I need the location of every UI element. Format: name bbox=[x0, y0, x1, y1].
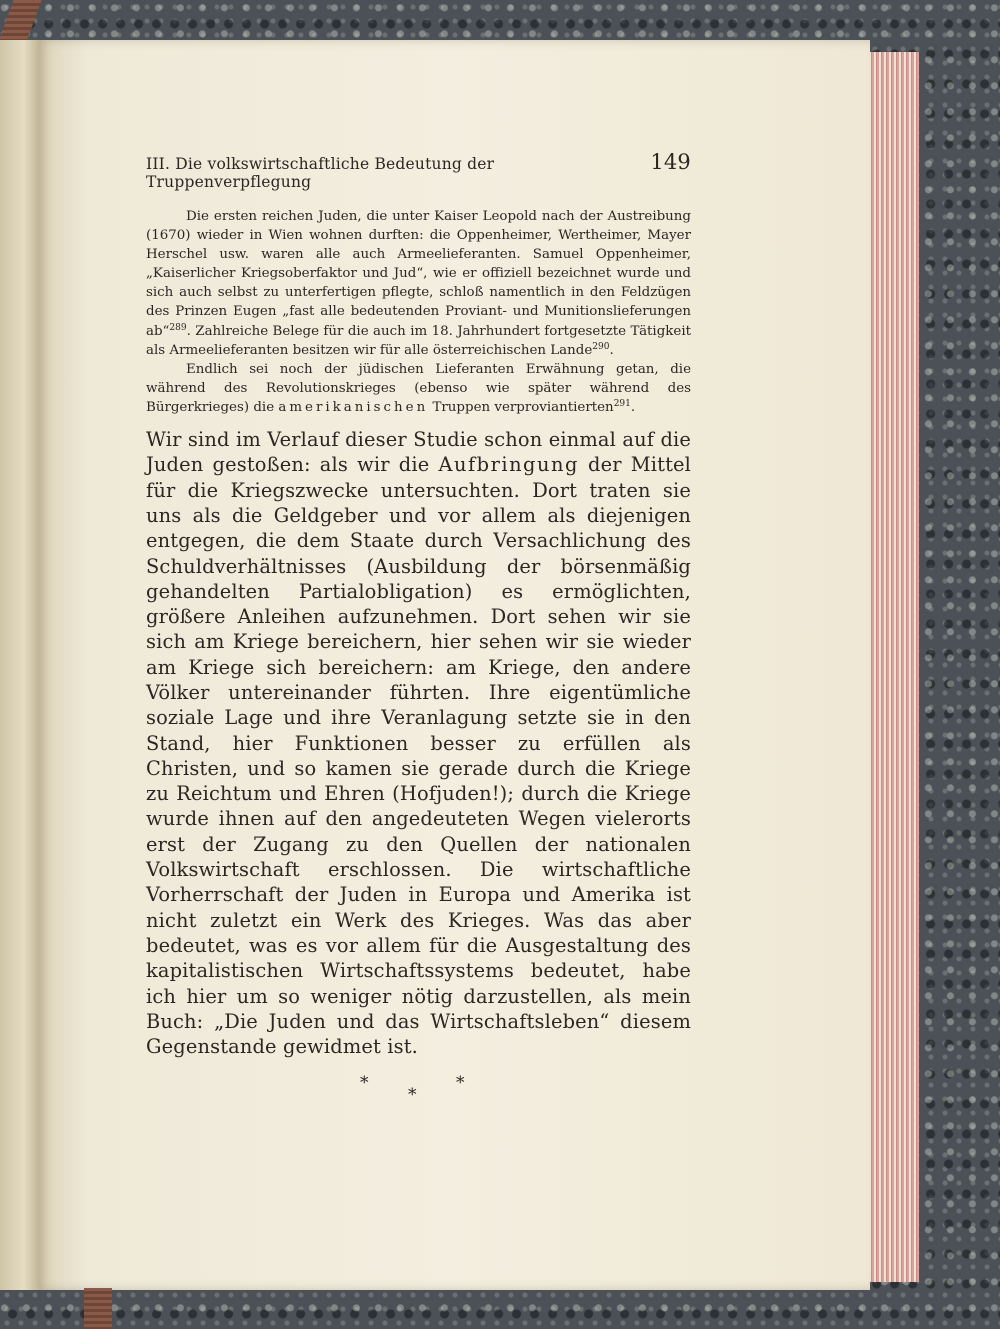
main-paragraph bbox=[146, 427, 691, 1059]
spaced-emphasis: amerikanischen bbox=[278, 399, 429, 415]
running-title: III. Die volkswirtschaftliche Bedeutung der Truppenverpflegung bbox=[146, 155, 495, 191]
footnote-text: . bbox=[609, 342, 614, 358]
footnote-ref-291: 291 bbox=[613, 398, 631, 409]
footnote-ref-290: 290 bbox=[592, 341, 610, 352]
body-text: Wir sind im Verlauf dieser Studie schon einmal auf die Juden gestoßen: als wir die bbox=[146, 428, 691, 477]
footnote-paragraph-1 bbox=[146, 207, 691, 360]
section-separator bbox=[146, 1073, 691, 1113]
page-edges bbox=[866, 52, 919, 1282]
page-number: 149 bbox=[650, 150, 691, 174]
running-head bbox=[146, 150, 691, 191]
footnote-text: Endlich sei noch der jüdischen Lieferanten Erwähnung getan, die während des Revolutionskrieges (ebenso wie später während des Bürgerkrieges) die bbox=[146, 361, 691, 415]
bookmark-ribbon-bottom bbox=[84, 1288, 112, 1329]
asterisk: * bbox=[456, 1073, 465, 1094]
left-page-edge bbox=[0, 40, 41, 1290]
footnote-paragraph-2 bbox=[146, 360, 691, 417]
asterisk: * bbox=[408, 1085, 417, 1106]
footnotes bbox=[146, 207, 691, 417]
footnote-ref-289: 289 bbox=[169, 322, 187, 333]
body-text: der Mittel für die Kriegszwecke untersuchten. Dort traten sie uns als die Geldgeber und vor allem als diejenigen entgegen, die dem Staate durch Versachlichung des Schuldverhältnisses (Ausbildung der börsenmäßig gehandelten Partialobligation) es ermöglichten, größere Anleihen aufzunehmen. Dort sehen wir sie sich am Kriege bereichern, hier sehen wir sie wieder am Kriege sich bereichern: am Kriege, den andere Völker untereinander führten. Ihre eigentümliche soziale Lage und ihre Veranlagung setzte sie in den Stand, hier Funktionen besser zu erfüllen als Christen, und so kamen sie gerade durch die Kriege zu Reichtum und Ehren (Hofjuden!); durch die Kriege wurde ihnen auf den angedeuteten Wegen vielerorts erst der Zugang zu den Quellen der nationalen Volkswirtschaft erschlossen. Die wirtschaftliche Vorherrschaft der Juden in Europa und Amerika ist nicht zuletzt ein Werk des Krieges. Was das aber bedeutet, was es vor allem für die Ausgestaltung des kapitalistischen Wirtschaftssystems bedeutet, habe ich hier um so weniger nötig darzustellen, als mein Buch: „Die Juden und das Wirtschaftsleben“ diesem Gegenstande gewidmet ist. bbox=[146, 453, 691, 1059]
footnote-text: . Zahlreiche Belege für die auch im 18. Jahrhundert fortgesetzte Tätigkeit als Armeelieferanten besitzen wir für alle österreichischen Lande bbox=[146, 323, 691, 358]
footnote-text: Die ersten reichen Juden, die unter Kaiser Leopold nach der Austreibung (1670) wieder in Wien wohnen durften: die Oppenheimer, Wertheimer, Mayer Herschel usw. waren alle auch Armeelieferanten. Samuel Oppenheimer, „Kaiserlicher Kriegsoberfaktor und Jud“, wie er offiziell bezeichnet wurde und sich auch selbst zu unterfertigen pflegte, schloß namentlich in den Feldzügen des Prinzen Eugen „fast alle bedeutenden Proviant- und Munitionslieferungen ab“ bbox=[146, 209, 691, 339]
footnote-text: . bbox=[630, 399, 636, 415]
footnote-text: Truppen verproviantierten bbox=[428, 399, 614, 415]
page-content bbox=[146, 150, 691, 1113]
spaced-emphasis: Aufbringung bbox=[438, 453, 579, 477]
asterisk: * bbox=[360, 1073, 369, 1094]
